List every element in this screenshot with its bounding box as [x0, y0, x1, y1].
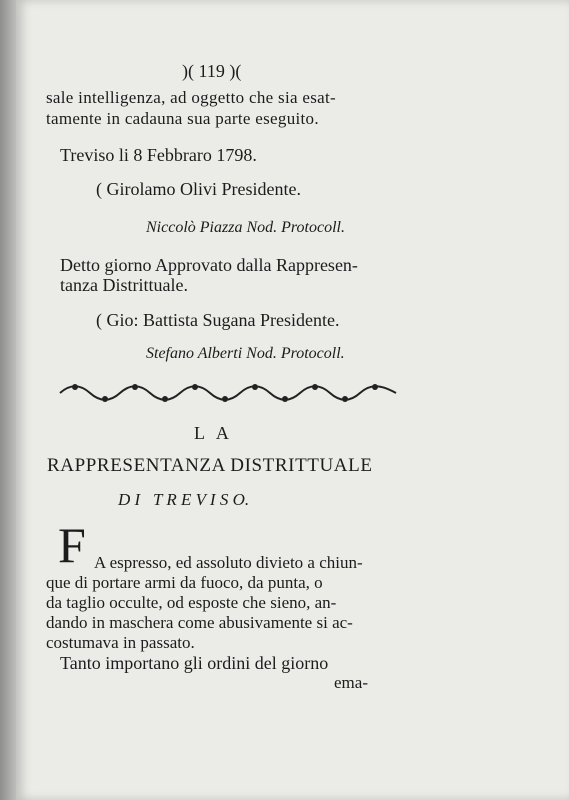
book-page [16, 0, 569, 800]
text-line: tanza Distrittuale. [60, 275, 188, 295]
heading-subtitle: D I T R E V I S O. [118, 490, 250, 509]
heading-title: RAPPRESENTANZA DISTRITTUALE [47, 455, 373, 476]
text-line: tamente in cadauna sua parte eseguito. [46, 109, 319, 128]
catchword: ema- [334, 673, 368, 692]
signature-president: ( Gio: Battista Sugana Presidente. [96, 310, 340, 330]
signature-president: ( Girolamo Olivi Presidente. [96, 179, 301, 199]
ornament-divider [58, 382, 398, 404]
text-line: Detto giorno Approvato dalla Rappresen- [60, 255, 358, 275]
text-line: que di portare armi da fuoco, da punta, o [46, 573, 323, 592]
text-line: Tanto importano gli ordini del giorno [60, 653, 329, 673]
date-line: Treviso li 8 Febbraro 1798. [60, 145, 257, 165]
text-line: da taglio occulte, od esposte che sieno, an- [46, 593, 337, 612]
page-number: )( 119 )( [182, 61, 242, 81]
heading-article: L A [194, 423, 233, 443]
text-line: dando in maschera come abusivamente si ac- [46, 613, 353, 632]
drop-cap: F [58, 517, 86, 573]
book-spine [0, 0, 16, 800]
text-line: sale intelligenza, ad oggetto che sia esat- [46, 88, 336, 107]
signature-notary: Stefano Alberti Nod. Protocoll. [146, 345, 345, 362]
signature-notary: Niccolò Piazza Nod. Protocoll. [146, 219, 345, 236]
text-line: A espresso, ed assoluto divieto a chiun- [94, 553, 363, 572]
text-line: costumava in passato. [46, 633, 195, 652]
